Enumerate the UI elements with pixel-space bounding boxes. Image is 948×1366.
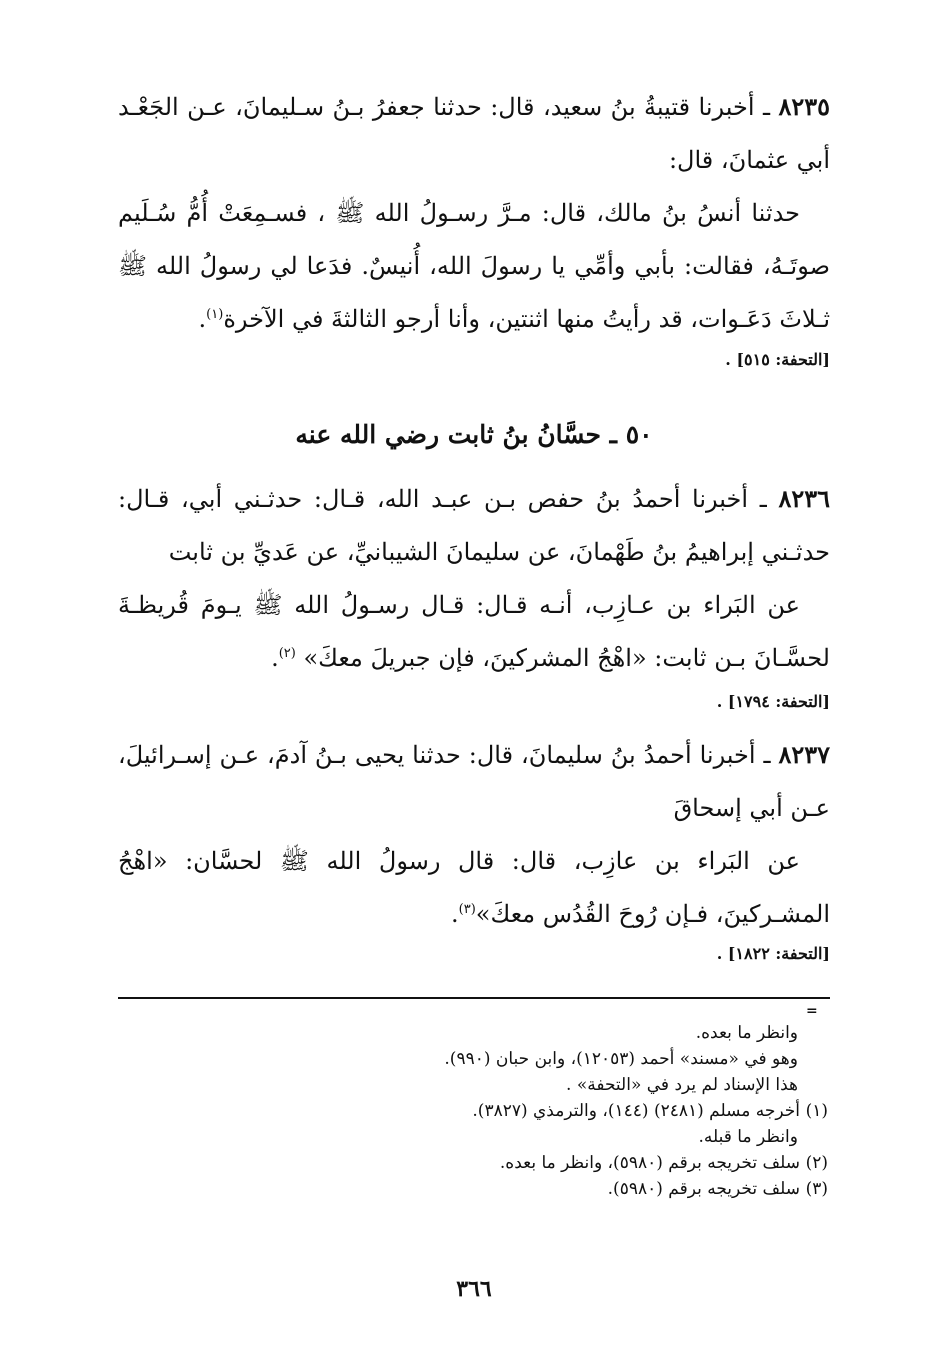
tuhfa-reference: [التحفة: ١٧٩٤] .: [716, 692, 830, 711]
footnote-line: [444, 1150, 828, 1176]
continuation-mark: =: [806, 1003, 818, 1019]
hadith-8237: [118, 728, 830, 941]
footnote-number: (٢): [805, 1153, 828, 1173]
hadith-8237-matn: [118, 835, 830, 941]
hadith-8237-isnad: [118, 728, 830, 835]
hadith-8235-matn: [118, 187, 830, 346]
footnote-separator-line: [118, 997, 830, 999]
footnote-text: وانظر ما قبله.: [698, 1127, 798, 1147]
hadith-8236: [118, 472, 830, 685]
footnote-number: (١): [805, 1101, 828, 1121]
page-number: ٣٦٦: [456, 1276, 492, 1302]
hadith-number: ٨٢٣٧: [778, 740, 830, 769]
footnote-line: [444, 1046, 798, 1072]
hadith-number: ٨٢٣٦: [778, 484, 830, 513]
tuhfa-reference: [التحفة: ١٨٢٢] .: [716, 944, 830, 963]
section-heading: ٥٠ ـ حسَّانُ بنُ ثابت رضي الله عنه: [295, 420, 653, 449]
end-punct: .: [198, 305, 207, 333]
footnote-marker: (٢): [278, 646, 296, 661]
footnote-text: هذا الإسناد لم يرد في «التحفة» .: [566, 1075, 798, 1095]
isnad-text: ـ أخبرنا قتيبةُ بنُ سعيد، قال: حدثنا جعفرُ بـنُ سـليمانَ، عـن الجَعْـد أبي عثمانَ، قال:: [118, 93, 830, 174]
matn-text: حدثنا أنسُ بنُ مالك، قال: مـرَّ رسـولُ الله ﷺ ، فسـمِعَتْ أُمُّ سُـلَيم صوتَـهُ، فقالت: بأبي وأمِّي يا رسولَ الله، أُنيسٌ. فدَعا لي رسولُ الله ﷺ ثـلاثَ دَعَـوات، قد رأيتُ منها اثنتين، وأنا أرجو الثالثةَ في الآخرة: [118, 199, 830, 333]
footnote-text: سلف تخريجه برقم (٥٩٨٠).: [607, 1179, 800, 1199]
matn-text: عن البَراء بن عـازِب، أنـه قـال: قـال رسـولُ الله ﷺ يـومَ قُريظـةَ لحسَّـانَ بـن ثابت: «اهْجُ المشركينَ، فإن جبريلَ معكَ»: [118, 591, 830, 672]
footnote-line: [444, 1072, 798, 1098]
matn-text: عن البَراء بن عازِب، قال: قال رسولُ الله ﷺ لحسَّان: «اهْجُ المشـركينَ، فـإن رُوحَ القُدُس معكَ»: [118, 847, 830, 928]
footnote-line: [444, 1176, 828, 1202]
footnote-line: [444, 1020, 798, 1046]
hadith-8235: [118, 80, 830, 346]
footnote-number: (٣): [805, 1179, 828, 1199]
isnad-text: ـ أخبرنا أحمدُ بنُ حفص بـن عبـد الله، قـال: حدثـني أبي، قـال: حدثـني إبراهيمُ بنُ طَهْمانَ، عن سليمانَ الشيبانيِّ، عن عَديِّ بن ثابت: [118, 485, 830, 566]
isnad-text: ـ أخبرنا أحمدُ بنُ سليمانَ، قال: حدثنا يحيى بـنُ آدمَ، عـن إسـرائيلَ، عـن أبي إسحاقَ: [118, 741, 830, 822]
footnote-text: أخرجه مسلم (٢٤٨١) (١٤٤)، والترمذي (٣٨٢٧).: [472, 1101, 800, 1121]
footnote-marker: (١): [206, 307, 224, 322]
footnote-line: [444, 1098, 828, 1124]
footnote-line: [444, 1124, 798, 1150]
hadith-8235-isnad: [118, 80, 830, 187]
footnote-text: وانظر ما بعده.: [695, 1023, 798, 1043]
hadith-8236-isnad: [118, 472, 830, 579]
end-punct: .: [451, 900, 459, 928]
footnote-text: وهو في «مسند» أحمد (١٢٠٥٣)، وابن حبان (٩٩٠).: [444, 1049, 798, 1069]
footnote-text: سلف تخريجه برقم (٥٩٨٠)، وانظر ما بعده.: [499, 1153, 800, 1173]
footnote-marker: (٣): [458, 902, 476, 917]
footnotes: [444, 1020, 828, 1202]
hadith-number: ٨٢٣٥: [778, 92, 830, 121]
end-punct: .: [271, 644, 279, 672]
hadith-8236-matn: [118, 579, 830, 685]
tuhfa-reference: [التحفة: ٥١٥] .: [725, 350, 830, 369]
